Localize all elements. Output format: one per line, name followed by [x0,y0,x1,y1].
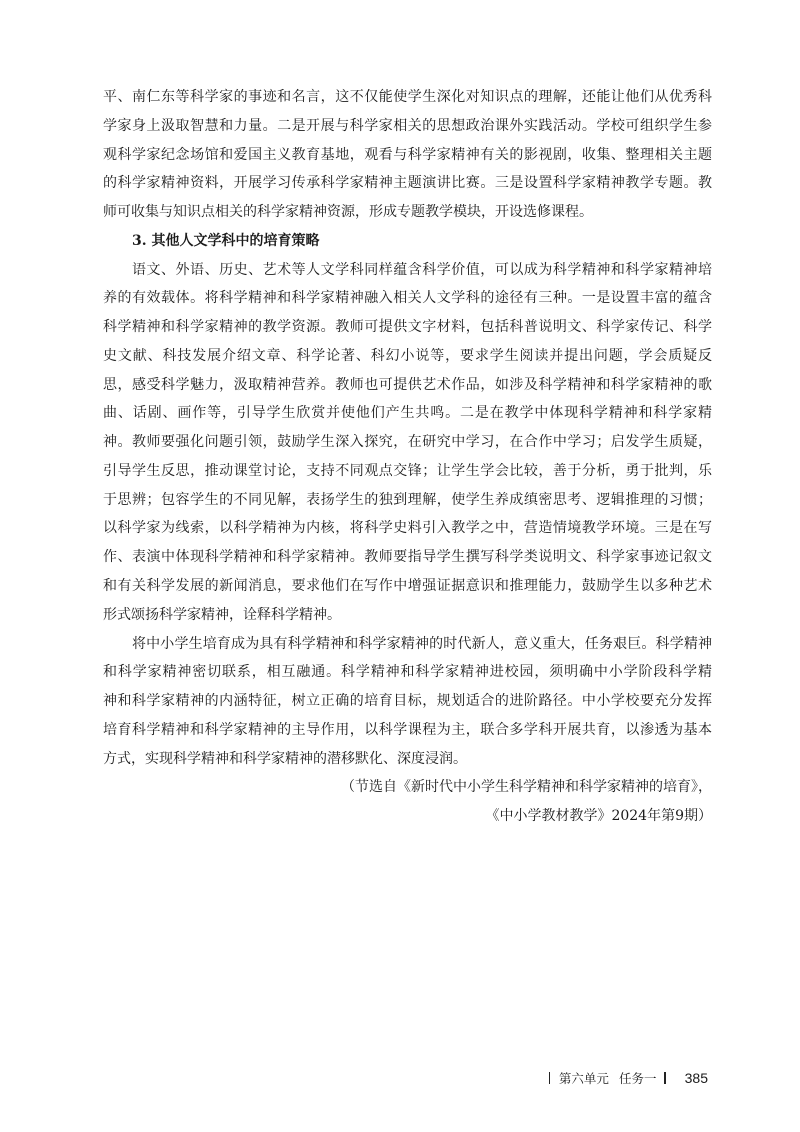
text-line: 将中小学生培育成为具有科学精神和科学家精神的时代新人，意义重大，任务艰巨。科学精神 [132,635,712,652]
text-line: 的科学家精神资料，开展学习传承科学家精神主题演讲比赛。三是设置科学家精神教学专题。教 [103,175,712,192]
page-footer [549,1069,708,1087]
source-citation [103,773,712,831]
text-line: 于思辨；包容学生的不同见解，表扬学生的独到理解，使学生养成缜密思考、逻辑推理的习惯； [103,491,712,508]
footer-unit: 第六单元 [558,1071,609,1086]
paragraph-conclusion [103,630,712,774]
paragraph-continued [103,83,712,227]
paragraph-humanities [103,256,712,630]
text-line: 方式，实现科学精神和科学家精神的潜移默化、深度浸润。 [103,750,467,767]
section-heading: 3. 其他人文学科中的培育策略 [132,232,320,249]
citation-line: 《中小学教材教学》2024年第9期） [485,808,712,825]
text-line: 以科学家为线索，以科学精神为内核，将科学史料引入教学之中，营造情境教学环境。三是在写 [103,520,712,537]
text-line: 形式颂扬科学家精神，诠释科学精神。 [103,606,341,623]
text-line: 师可收集与知识点相关的科学家精神资源，形成专题教学模块，开设选修课程。 [103,204,593,221]
text-line: 神和科学家精神的内涵特征，树立正确的培育目标，规划适合的进阶路径。中小学校要充分发挥 [103,693,712,710]
citation-line: （节选自《新时代中小学生科学精神和科学家精神的培育》， [341,779,712,796]
footer-separator [549,1072,550,1084]
text-line: 引导学生反思，推动课堂讨论，支持不同观点交锋；让学生学会比较，善于分析，勇于批判，乐 [103,462,712,479]
text-line: 观科学家纪念场馆和爱国主义教育基地，观看与科学家精神有关的影视剧，收集、整理相关主题 [103,146,712,163]
text-line: 曲、话剧、画作等，引导学生欣赏并使他们产生共鸣。二是在教学中体现科学精神和科学家精 [103,405,712,422]
text-line: 培育科学精神和科学家精神的主导作用，以科学课程为主，联合多学科开展共育，以渗透为基本 [103,721,712,738]
text-line: 语文、外语、历史、艺术等人文学科同样蕴含科学价值，可以成为科学精神和科学家精神培 [132,261,712,278]
text-line: 和科学家精神密切联系，相互融通。科学精神和科学家精神进校园，须明确中小学阶段科学精 [103,664,712,681]
text-line: 和有关科学发展的新闻消息，要求他们在写作中增强证据意识和推理能力，鼓励学生以多种艺术 [103,578,712,595]
footer-separator [664,1072,665,1084]
text-line: 平、南仁东等科学家的事迹和名言，这不仅能使学生深化对知识点的理解，还能让他们从优秀科 [103,89,712,105]
page-number: 385 [684,1070,708,1086]
footer-task: 任务一 [618,1071,657,1086]
text-line: 科学精神和科学家精神的教学资源。教师可提供文字材料，包括科普说明文、科学家传记、科学 [103,319,712,336]
text-line: 神。教师要强化问题引领，鼓励学生深入探究，在研究中学习，在合作中学习；启发学生质疑， [103,434,712,451]
text-line: 养的有效载体。将科学精神和科学家精神融入相关人文学科的途径有三种。一是设置丰富的蕴含 [103,290,712,307]
main-text [103,83,712,831]
text-line: 学家身上汲取智慧和力量。二是开展与科学家相关的思想政治课外实践活动。学校可组织学生参 [103,117,712,134]
text-line: 思，感受科学魅力，汲取精神营养。教师也可提供艺术作品，如涉及科学精神和科学家精神的歌 [103,376,712,393]
text-line: 史文献、科技发展介绍文章、科学论著、科幻小说等，要求学生阅读并提出问题，学会质疑反 [103,347,712,364]
text-line: 作、表演中体现科学精神和科学家精神。教师要指导学生撰写科学类说明文、科学家事迹记叙文 [103,549,712,566]
